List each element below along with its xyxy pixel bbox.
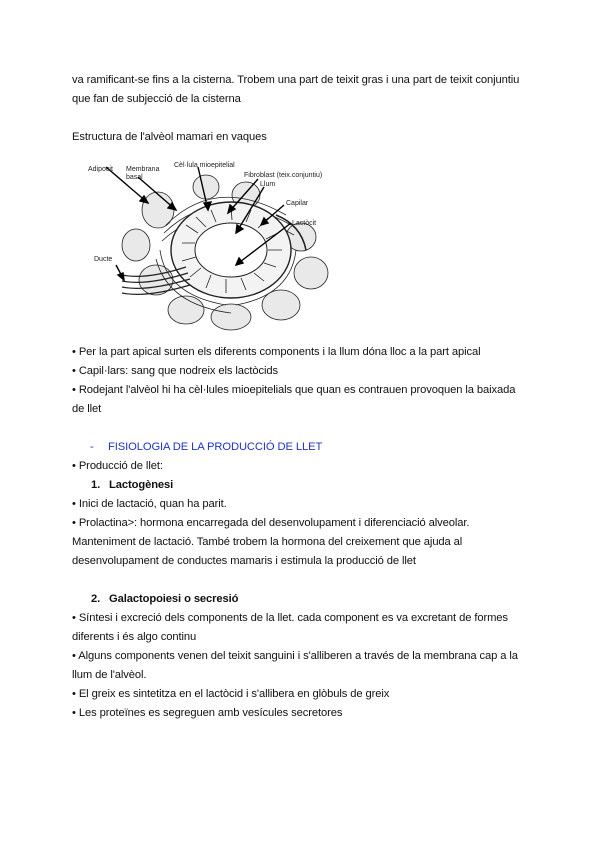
label-ducte: Ducte xyxy=(94,256,113,263)
adipocyte-cell xyxy=(211,304,251,330)
lactogenesi-number: 1. xyxy=(91,479,101,491)
galactopoiesi-title: Galactopoiesi o secresió xyxy=(109,593,239,605)
adipocyte-cell xyxy=(168,296,204,324)
adipocyte-cell xyxy=(122,229,150,261)
label-mioepitelial: Cèl·lula mioepitelial xyxy=(174,162,235,169)
galactopoiesi-number: 2. xyxy=(91,593,101,605)
section-title: FISIOLOGIA DE LA PRODUCCIÓ DE LLET xyxy=(108,441,323,453)
label-basal: basal xyxy=(126,174,143,181)
intro-line-1: va ramificant-se fins a la cisterna. Trobem una part de teixit gras i una part de teixit conjuntiu xyxy=(72,74,520,86)
adipocyte-cell xyxy=(142,192,174,228)
lactogenesi-line: • Prolactina>: hormona encarregada del desenvolupament i diferenciació alveolar. xyxy=(72,517,470,529)
section-dash: - xyxy=(90,441,94,453)
galactopoiesi-line: • Alguns components venen del teixit sanguini i s'alliberen a través de la membrana cap a la xyxy=(72,650,518,662)
label-fibroblast: Fibroblast (teix.conjuntiu) xyxy=(244,172,323,179)
alveolus-figure xyxy=(86,155,354,340)
galactopoiesi-line: llum de l'alvèol. xyxy=(72,669,147,681)
production-intro: • Producció de llet: xyxy=(72,460,163,472)
lactogenesi-line: • Inici de lactació, quan ha parit. xyxy=(72,498,227,510)
lactogenesi-line: desenvolupament de conductes mamaris i estimula la producció de llet xyxy=(72,555,416,567)
galactopoiesi-line: • Les proteïnes es segreguen amb vesícules secretores xyxy=(72,707,343,719)
lactogenesi-title: Lactogènesi xyxy=(109,479,174,491)
intro-line-2: que fan de subjecció de la cisterna xyxy=(72,93,241,105)
adipocyte-cell xyxy=(294,257,328,289)
label-lactocit: Lactòcit xyxy=(292,220,317,227)
galactopoiesi-line: • Síntesi i excreció dels components de la llet. cada component es va excretant de formes xyxy=(72,612,508,624)
label-membrana: Membrana xyxy=(126,166,160,173)
bullet-mioepitelials: • Rodejant l'alvèol hi ha cèl·lules mioepitelials que quan es contrauen provoquen la baixada xyxy=(72,384,516,396)
galactopoiesi-line: • El greix es sintetitza en el lactòcid i s'allibera en glòbuls de greix xyxy=(72,688,390,700)
adipocyte-cell xyxy=(193,175,219,199)
bullet-mioepitelials-cont: de llet xyxy=(72,403,102,415)
bullet-apical: • Per la part apical surten els diferents components i la llum dóna lloc a la part apical xyxy=(72,346,481,358)
lactogenesi-line: Manteniment de lactació. També trobem la hormona del creixement que ajuda al xyxy=(72,536,463,548)
label-llum: Llum xyxy=(260,181,276,188)
galactopoiesi-line: diferents i és algo continu xyxy=(72,631,197,643)
bullet-capillars: • Capil·lars: sang que nodreix els lactòcids xyxy=(72,365,278,377)
label-capilar: Capilar xyxy=(286,200,309,207)
label-adipocit: Adipocit xyxy=(88,166,113,173)
structure-heading: Estructura de l'alvèol mamari en vaques xyxy=(72,131,267,143)
